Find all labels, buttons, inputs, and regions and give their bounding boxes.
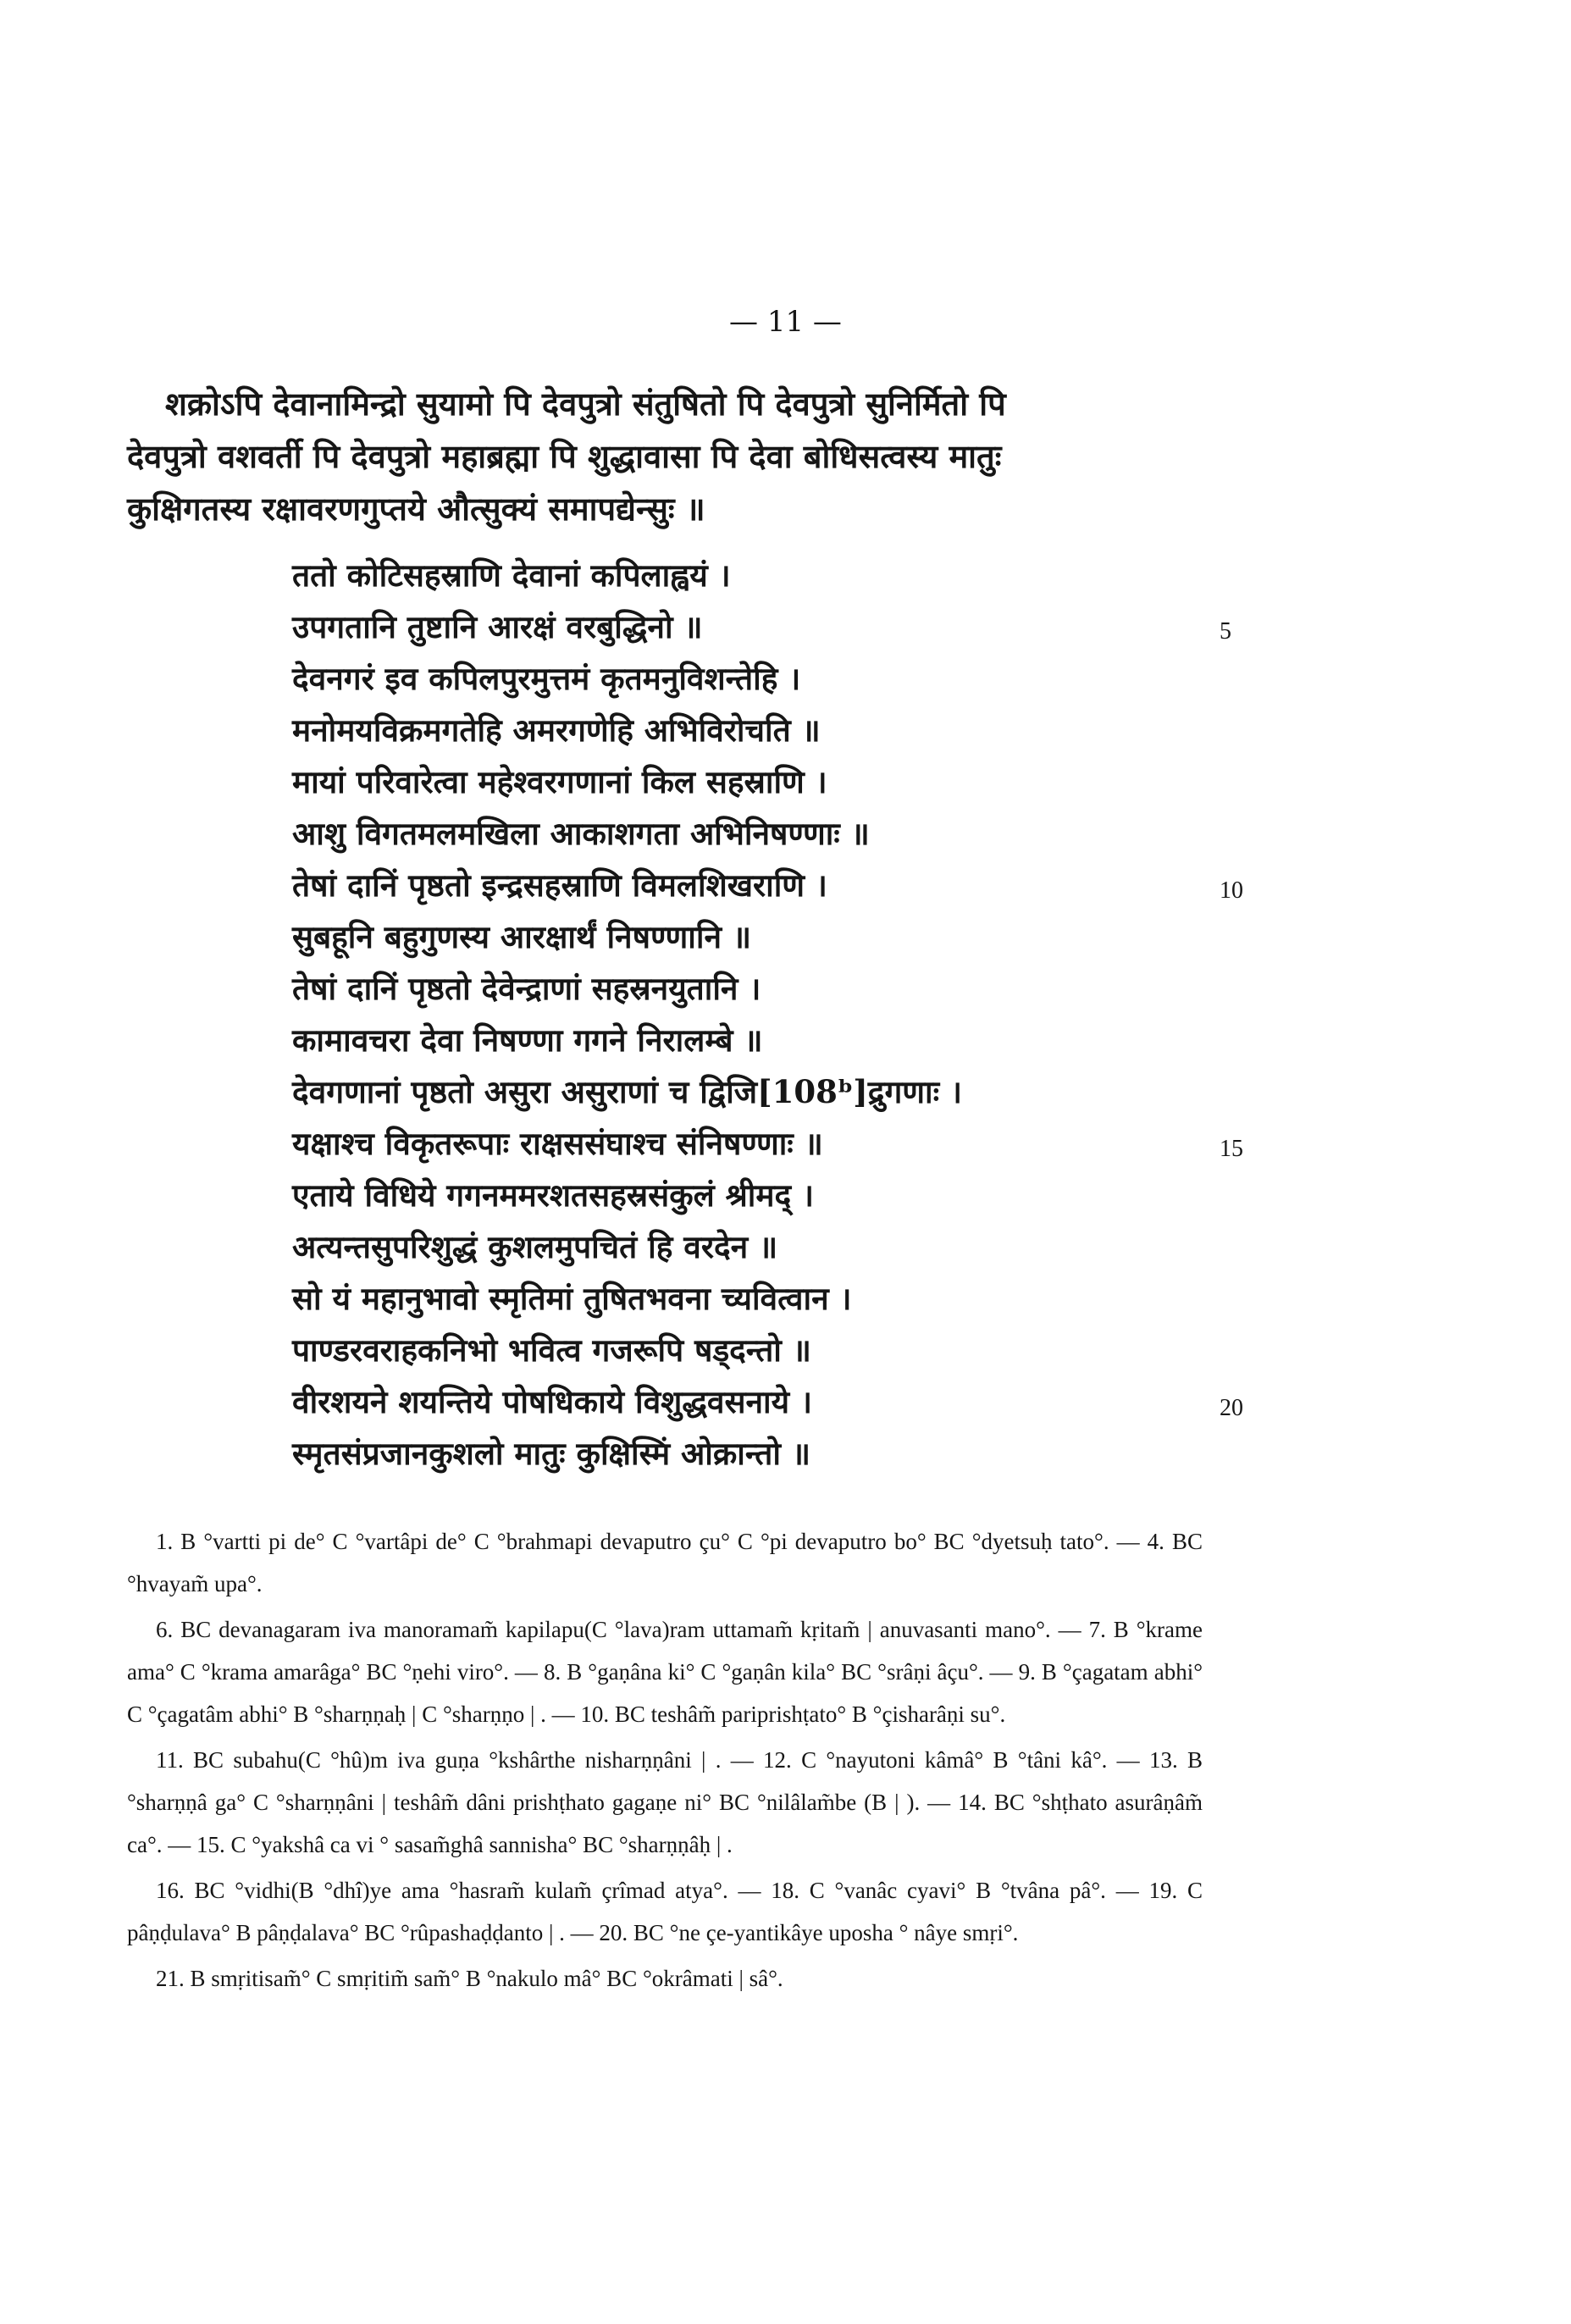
page-number: — 11 — [729,305,842,339]
footnotes [127,1520,1203,2003]
verse-line: कामावचरा देवा निषण्णा गगने निरालम्बे ॥ [292,1021,763,1059]
footnote: 1. B °vartti pi de° C °vartâpi de° C °brahmapi devaputro çu° C °pi devaputro bo° BC °dyetsuḥ tato°. — 4. BC °hvayam̃ upa°. [127,1529,1203,1596]
verse-line: एताये विधिये गगनममरशतसहस्रसंकुलं श्रीमद् । [292,1176,815,1214]
verse-line: मायां परिवारेत्वा महेश्वरगणानां किल सहस्राणि । [292,763,827,800]
line-number: 20 [1220,1395,1243,1421]
verse-line: मनोमयविक्रमगतेहि अमरगणेहि अभिविरोचति ॥ [292,711,821,749]
verse-line: यक्षाश्च विकृतरूपाः राक्षससंघाश्च संनिषण्णाः ॥ [292,1125,823,1162]
verse-line: तेषां दानिं पृष्ठतो देवेन्द्राणां सहस्रनयुतानि । [292,970,761,1007]
verse-line: देवगणानां पृष्ठतो असुरा असुराणां च द्विजि[108ᵇ]द्रुगणाः । [292,1073,962,1110]
verse-line: तेषां दानिं पृष्ठतो इन्द्रसहस्राणि विमलशिखराणि । [292,866,827,904]
footnote: 11. BC subahu(C °hû)m iva guṇa °kshârthe nisharṇṇâni | . — 12. C °nayutoni kâmâ° B °tâni kâ°. — 13. B °sharṇṇâ ga° C °sharṇṇâni | teshâm̃ dâni prishṭhato gagaṇe ni° BC °nilâlam̃be (B | ). — 14. BC °shṭhato asurâṇâm̃ ca°. — 15. C °yakshâ ca vi ° sasam̃ghâ sannisha° BC °sharṇṇâḥ | . [127,1747,1203,1857]
footnote: 6. BC devanagaram iva manoramam̃ kapilapu(C °lava)ram uttamam̃ kṛitam̃ | anuvasanti mano°. — 7. B °krame ama° C °krama amarâga° BC °ṇehi viro°. — 8. B °gaṇâna ki° C °gaṇân kila° BC °srâṇi âçu°. — 9. B °çagatam abhi° C °çagatâm abhi° B °sharṇṇaḥ | C °sharṇṇo | . — 10. BC teshâm̃ pariprishṭato° B °çisharâṇi su°. [127,1617,1203,1727]
verse-line: स्मृतसंप्रजानकुशलो मातुः कुक्षिस्मिं ओक्रान्तो ॥ [292,1435,811,1472]
prose-line: देवपुत्रो वशवर्ती पि देवपुत्रो महाब्रह्मा पि शुद्धावासा पि देवा बोधिसत्वस्य मातुः [127,437,1002,475]
line-number: 5 [1220,618,1231,645]
verse-line: पाण्डरवराहकनिभो भवित्व गजरूपि षड्दन्तो ॥ [292,1331,811,1369]
prose-line: शक्रोऽपि देवानामिन्द्रो सुयामो पि देवपुत्रो संतुषितो पि देवपुत्रो सुनिर्मितो पि [165,385,1006,423]
footnote: 21. B smṛitisam̃° C smṛitim̃ sam̃° B °nakulo mâ° BC °okrâmati | sâ°. [156,1966,783,1991]
verse-line: ततो कोटिसहस्राणि देवानां कपिलाह्वयं । [292,556,731,594]
verse-line: अत्यन्तसुपरिशुद्धं कुशलमुपचितं हि वरदेन ॥ [292,1228,778,1265]
verse-line: सो यं महानुभावो स्मृतिमां तुषितभवना च्यवित्वान । [292,1280,852,1317]
line-number: 15 [1220,1136,1243,1162]
verse-line: उपगतानि तुष्टानि आरक्षं वरबुद्धिनो ॥ [292,608,703,645]
verse-line: सुबहूनि बहुगुणस्य आरक्षार्थं निषण्णानि ॥ [292,918,752,955]
verse-line: देवनगरं इव कपिलपुरमुत्तमं कृतमनुविशन्तेहि । [292,660,801,697]
prose-line: कुक्षिगतस्य रक्षावरणगुप्तये औत्सुक्यं समापद्येन्सुः ॥ [127,490,705,528]
line-number: 10 [1220,877,1243,904]
verse-line: वीरशयने शयन्तिये पोषधिकाये विशुद्धवसनाये । [292,1383,812,1420]
verse-line: आशु विगतमलमखिला आकाशगता अभिनिषण्णाः ॥ [292,815,870,852]
footnote: 16. BC °vidhi(B °dhî)ye ama °hasram̃ kulam̃ çrîmad atya°. — 18. C °vanâc cyavi° B °tvâna pâ°. — 19. C pâṇḍulava° B pâṇḍalava° BC °rûpashaḍḍanto | . — 20. BC °ne çe-yantikâye uposha ° nâye smṛi°. [127,1878,1203,1945]
